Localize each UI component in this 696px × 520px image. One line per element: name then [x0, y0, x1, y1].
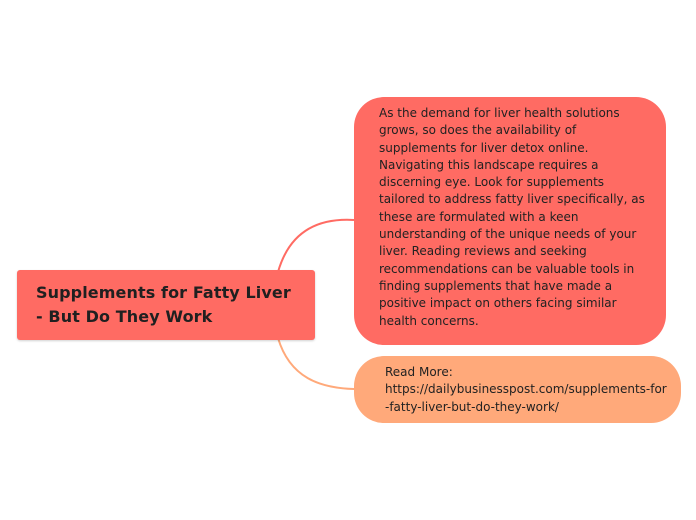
description-topic-node[interactable] [354, 97, 666, 345]
description-text: As the demand for liver health solutions grows, so does the availability of supplements for liver detox online. Navigating this landscape requires a discerning eye. Look for supplements tailored to address fatty liver specifically, as these are formulated with a keen understanding of the unique needs of your liver. Reading reviews and seeking recommendations can be valuable tools in finding supplements that have made a positive impact on others facing similar health concerns. [379, 106, 645, 328]
read-more-url-link[interactable]: https://dailybusinesspost.com/supplements-for-fatty-liver-but-do-they-work/ [385, 382, 667, 414]
root-topic-title: Supplements for Fatty Liver - But Do They Work [36, 283, 291, 326]
connector-root-to-description [278, 220, 354, 272]
read-more-topic-node[interactable] [354, 356, 681, 423]
read-more-label: Read More: [385, 365, 453, 379]
root-topic-node[interactable] [17, 270, 315, 340]
connector-root-to-read-more [278, 338, 354, 389]
